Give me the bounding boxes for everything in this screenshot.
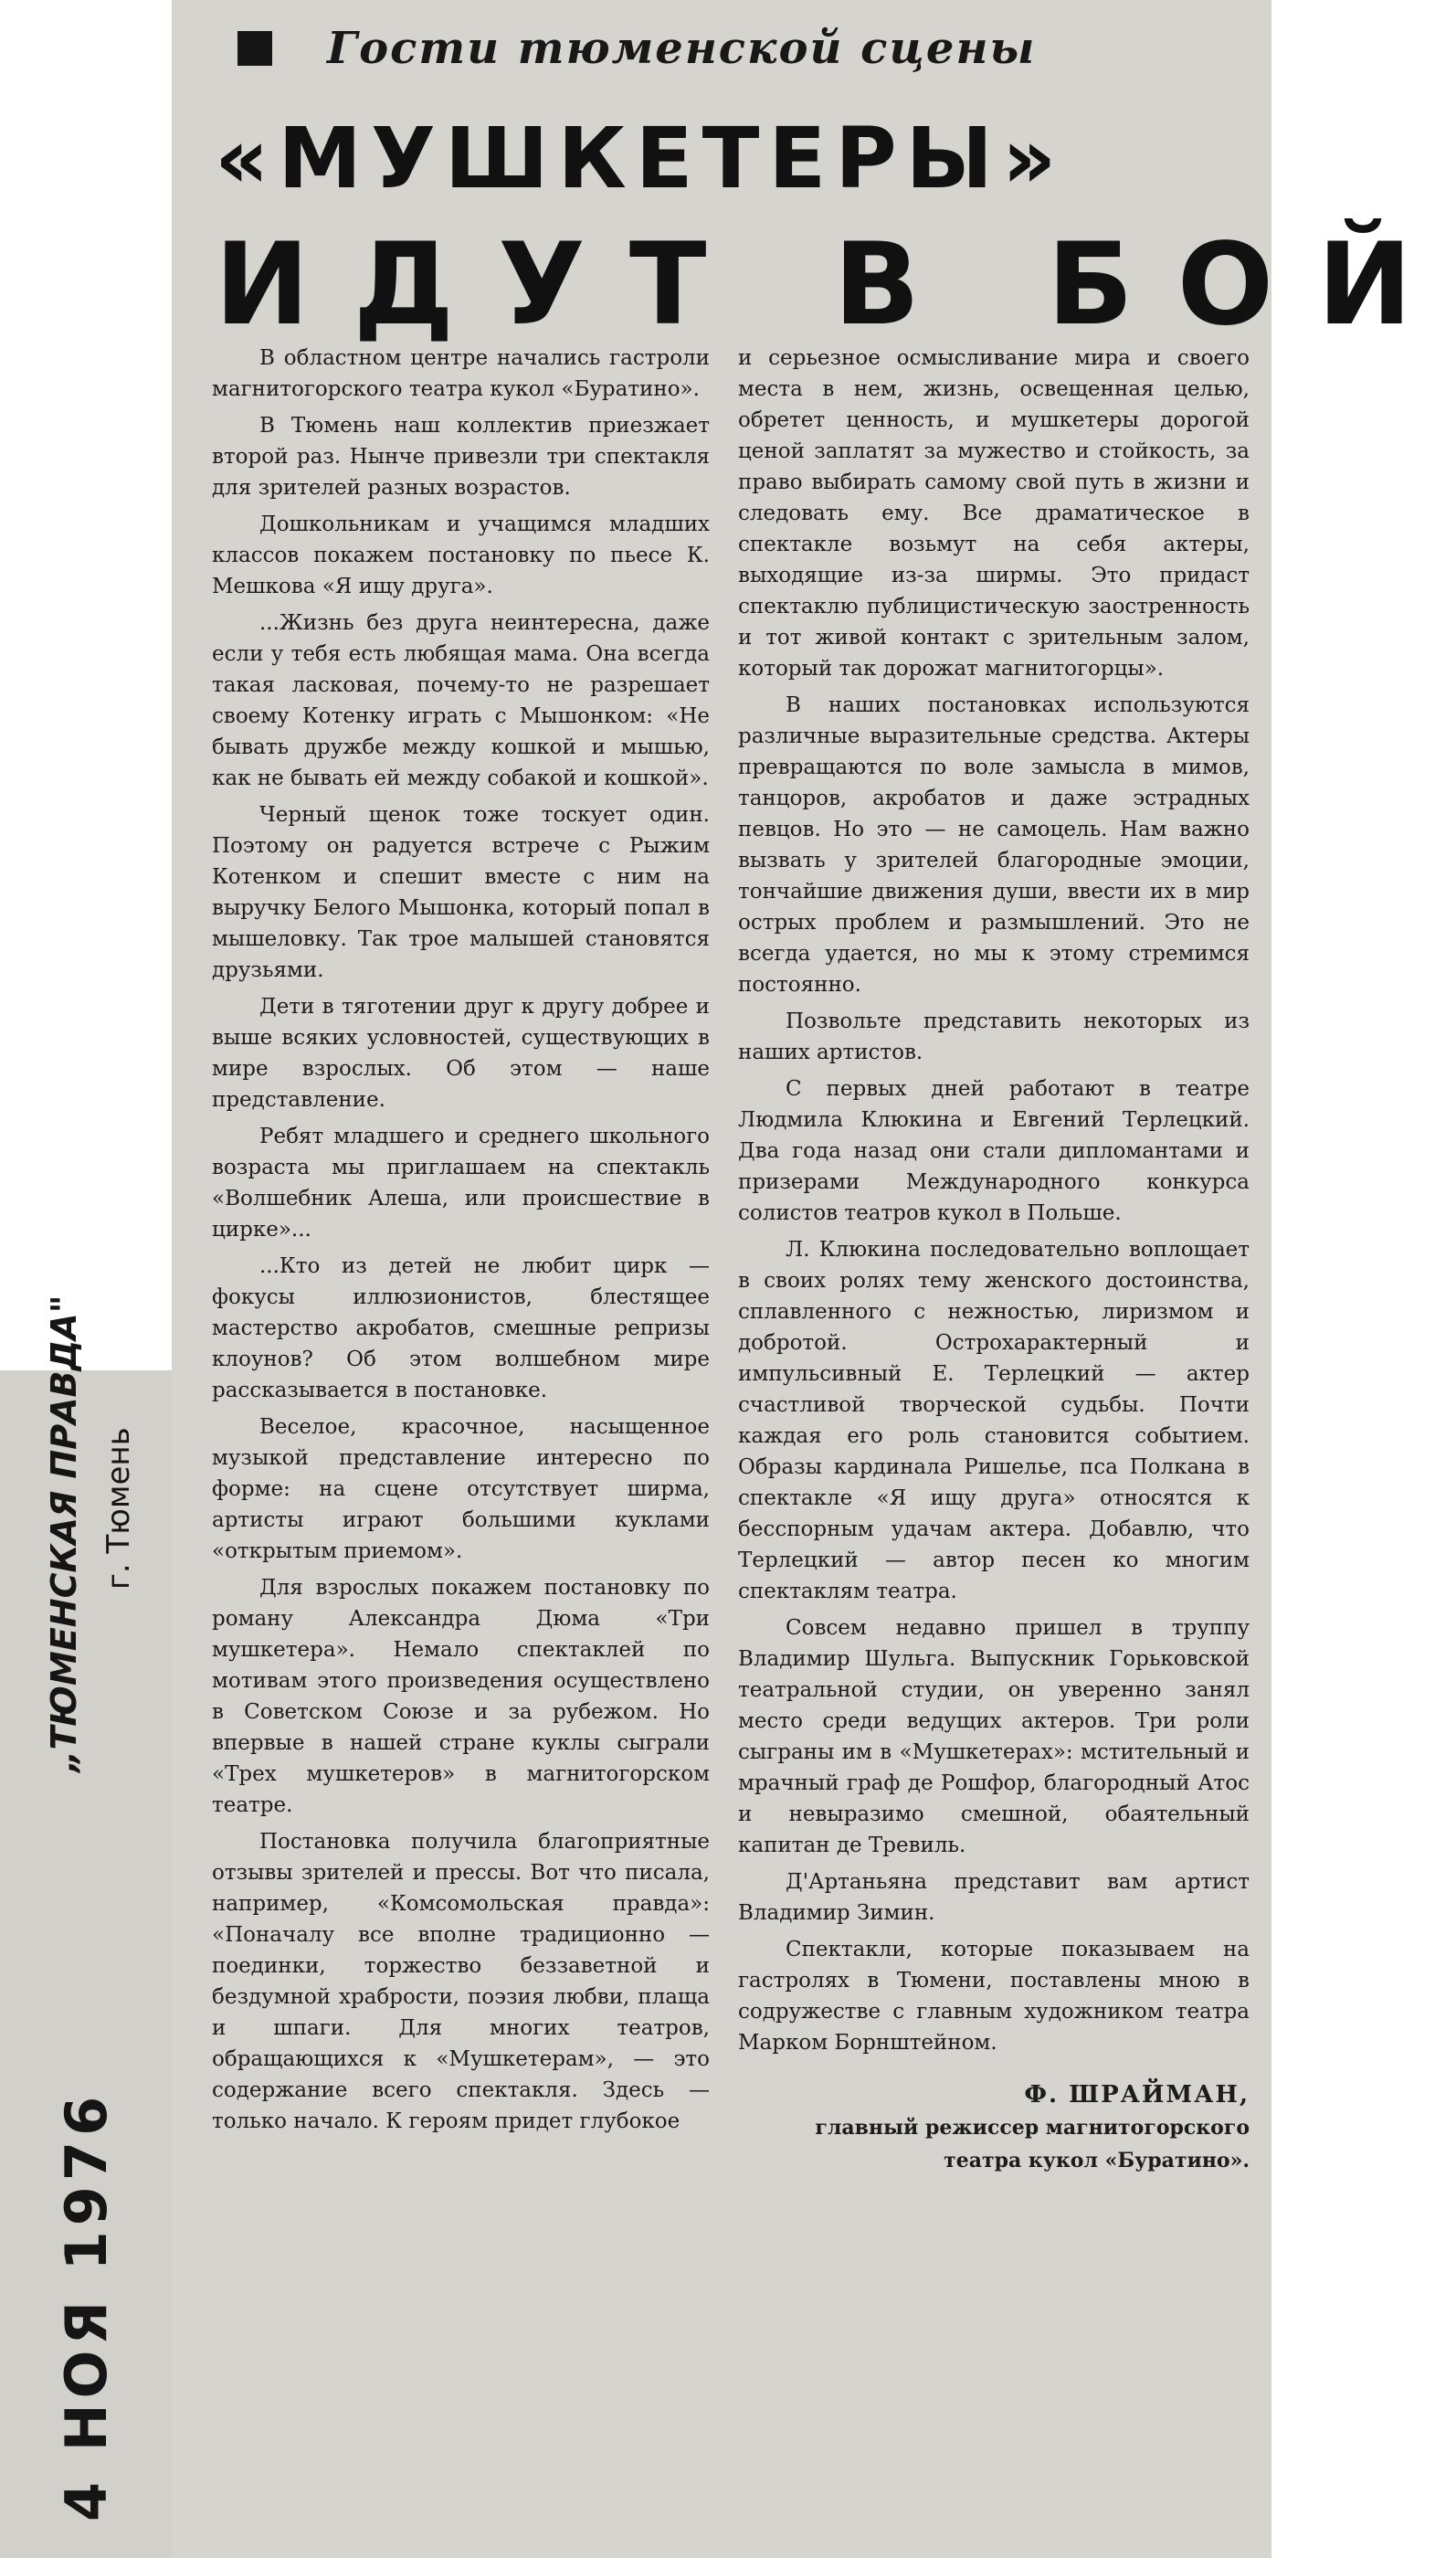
paragraph: С первых дней работают в театре Людмила Клюкина и Евгений Терлецкий. Два года назад они стали дипломантами и призерами Международного конкурса солистов театров кукол в Польше. (738, 1077, 1250, 1225)
paragraph: В областном центре начались гастроли магнитогорского театра кукол «Буратино». (212, 346, 710, 401)
paragraph: Постановка получила благоприятные отзывы зрителей и прессы. Вот что писала, например, «Комсомольская правда»: «Поначалу все вполне традиционно — поединки, торжество беззаветной и бездумной храбрости, поэзия любви, плаща и шпаги. Для многих театров, обращающихся к «Мушкетерам», — это содержание всего спектакля. Здесь — только начало. К героям придет глубокое (212, 1830, 710, 2133)
paragraph: Совсем недавно пришел в труппу Владимир Шульга. Выпускник Горьковской театральной студии, он уверенно занял место среди ведущих актеров. Три роли сыграны им в «Мушкетерах»: мстительный и мрачный граф де Рошфор, благородный Атос и невыразимо смешной, обаятельный капитан де Тревиль. (738, 1616, 1250, 1857)
paragraph: Дошкольникам и учащимся младших классов покажем постановку по пьесе К. Мешкова «Я ищу друга». (212, 513, 710, 598)
paragraph: Спектакли, которые показываем на гастролях в Тюмени, поставлены мною в содружестве с главным художником театра Марком Борнштейном. (738, 1938, 1250, 2055)
paragraph: Л. Клюкина последовательно воплощает в своих ролях тему женского достоинства, сплавленного с нежностью, лиризмом и добротой. Острохарактерный и импульсивный Е. Терлецкий — актер счастливой творческой судьбы. Почти каждая его роль становится событием. Образы кардинала Ришелье, пса Полкана в спектакле «Я ищу друга» относятся к бесспорным удачам актера. Добавлю, что Терлецкий — автор песен ко многим спектаклям театра. (738, 1238, 1250, 1603)
headline-line-1: «МУШКЕТЕРЫ» (215, 110, 1066, 207)
newspaper-stamp: „ТЮМЕНСКАЯ ПРАВДА" (44, 1295, 84, 1772)
headline-line-2: ИДУТ В БОЙ (215, 219, 1456, 351)
author-role: главный режиссер магнитогорского театра кукол «Буратино». (815, 2116, 1250, 2172)
paragraph: и серьезное осмысливание мира и своего места в нем, жизнь, освещенная целью, обретет ценность, и мушкетеры дорогой ценой заплатят за мужество и стойкость, за право выбирать самому свой путь в жизни и следовать ему. Все драматическое в спектакле возьмут на себя актеры, выходящие из-за ширмы. Это придаст спектаклю публицистическую заостренность и тот живой контакт с зрительным залом, который так дорожат магнитогорцы». (738, 346, 1250, 681)
date-stamp: 4 НОЯ 1976 (53, 2090, 120, 2521)
paragraph: Черный щенок тоже тоскует один. Поэтому он радуется встрече с Рыжим Котенком и спешит вместе с ним на выручку Белого Мышонка, который попал в мышеловку. Так трое малышей становятся друзьями. (212, 803, 710, 982)
paragraph: ...Жизнь без друга неинтересна, даже если у тебя есть любящая мама. Она всегда такая ласковая, почему-то не разрешает своему Котенку играть с Мышонком: «Не бывать дружбе между кошкой и мышью, как не бывать ей между собакой и кошкой». (212, 611, 710, 790)
author-signature (738, 2078, 1250, 2177)
city-stamp: г. Тюмень (100, 1427, 137, 1590)
paragraph: Позвольте представить некоторых из наших артистов. (738, 1009, 1250, 1064)
square-bullet-icon (237, 31, 272, 66)
paragraph: Веселое, красочное, насыщенное музыкой представление интересно по форме: на сцене отсутствует ширма, артисты играют большими куклами «открытым приемом». (212, 1415, 710, 1563)
rubric-text: Гости тюменской сцены (327, 23, 1037, 74)
article-column-1 (212, 343, 710, 2142)
paragraph: В наших постановках используются различные выразительные средства. Актеры превращаются по воле замысла в мимов, танцоров, акробатов и даже эстрадных певцов. Но это — не самоцель. Нам важно вызвать у зрителей благородные эмоции, тончайшие движения души, ввести их в мир острых проблем и размышлений. Это не всегда удается, но мы к этому стремимся постоянно. (738, 693, 1250, 997)
article-column-2 (738, 343, 1250, 2177)
paragraph: Для взрослых покажем постановку по роману Александра Дюма «Три мушкетера». Немало спектаклей по мотивам этого произведения осуществлено в Советском Союзе и за рубежом. Но впервые в нашей стране куклы сыграли «Трех мушкетеров» в магнитогорском театре. (212, 1576, 710, 1817)
paragraph: ...Кто из детей не любит цирк — фокусы иллюзионистов, блестящее мастерство акробатов, смешные репризы клоунов? Об этом волшебном мире рассказывается в постановке. (212, 1254, 710, 1402)
paragraph: Ребят младшего и среднего школьного возраста мы приглашаем на спектакль «Волшебник Алеша, или происшествие в цирке»... (212, 1125, 710, 1242)
rubric-header (237, 16, 1151, 80)
paragraph: Д'Артаньяна представит вам артист Владимир Зимин. (738, 1870, 1250, 1925)
paragraph: Дети в тяготении друг к другу добрее и выше всяких условностей, существующих в мире взрослых. Об этом — наше представление. (212, 995, 710, 1112)
author-name: Ф. ШРАЙМАН, (1024, 2081, 1250, 2109)
paragraph: В Тюмень наш коллектив приезжает второй раз. Нынче привезли три спектакля для зрителей разных возрастов. (212, 414, 710, 500)
